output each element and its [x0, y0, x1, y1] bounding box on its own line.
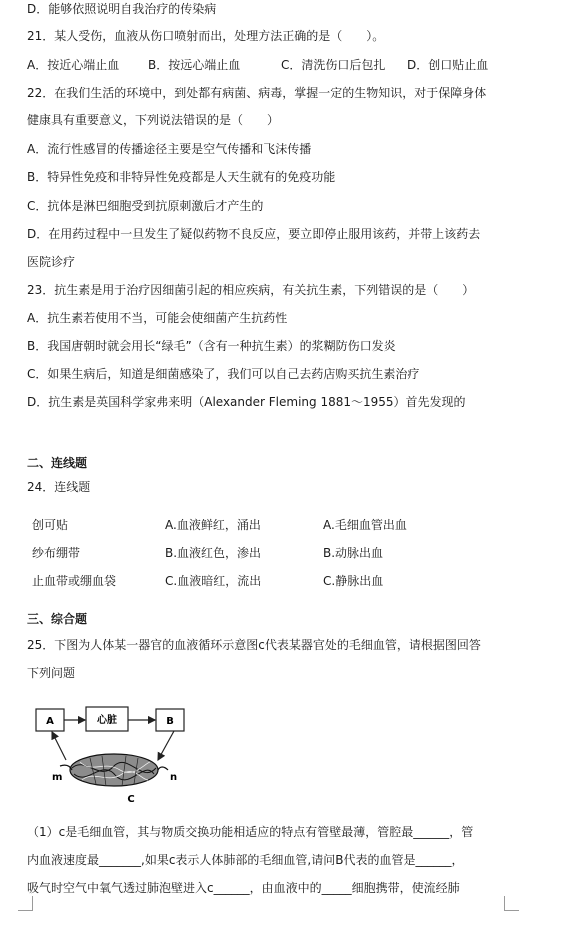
section2-heading: 二、连线题 [27, 456, 88, 470]
label-n: n [170, 772, 178, 783]
match-left-1: 创可贴 [32, 518, 69, 532]
capillary-network [60, 754, 168, 786]
q21-option-c: C．清洗伤口后包扎 [281, 58, 386, 72]
arrow-b-to-capillary [158, 731, 174, 760]
label-c: C [127, 794, 135, 805]
q20-option-d: D．能够依照说明自我治疗的传染病 [27, 2, 217, 16]
q25-sub1-line1: （1）c是毛细血管，其与物质交换功能相适应的特点有管壁最薄，管腔最______，管 [27, 825, 474, 839]
q21-option-a: A．按近心端止血 [27, 58, 120, 72]
q25-sub1-line3: 吸气时空气中氧气透过肺泡壁进入c______，由血液中的_____细胞携带，使流经肺 [27, 881, 460, 895]
crop-mark-left [18, 896, 33, 911]
section3-heading: 三、综合题 [27, 612, 88, 626]
q22-option-c: C．抗体是淋巴细胞受到抗原刺激后才产生的 [27, 199, 264, 213]
q22-option-b: B．特异性免疫和非特异性免疫都是人天生就有的免疫功能 [27, 170, 336, 184]
match-middle-3: C.血液暗红，流出 [165, 574, 262, 588]
q22-option-d-line1: D．在用药过程中一旦发生了疑似药物不良反应，要立即停止服用该药，并带上该药去 [27, 227, 481, 241]
q24-title: 24．连线题 [27, 480, 91, 494]
match-right-1: A.毛细血管出血 [323, 518, 407, 532]
q23-stem: 23．抗生素是用于治疗因细菌引起的相应疾病，有关抗生素，下列错误的是（ ） [27, 283, 475, 297]
q22-option-d-line2: 医院诊疗 [27, 255, 76, 269]
q22-option-a: A．流行性感冒的传播途径主要是空气传播和飞沫传播 [27, 142, 312, 156]
box-heart-label: 心脏 [97, 715, 117, 726]
q23-option-c: C．如果生病后，知道是细菌感染了，我们可以自己去药店购买抗生素治疗 [27, 367, 420, 381]
q23-option-b: B．我国唐朝时就会用长“绿毛”（含有一种抗生素）的浆糊防伤口发炎 [27, 339, 396, 353]
q23-option-d: D．抗生素是英国科学家弗来明（Alexander Fleming 1881～1955）首先发现的 [27, 395, 466, 409]
q25-stem-line1: 25．下图为人体某一器官的血液循环示意图c代表某器官处的毛细血管，请根据图回答 [27, 638, 481, 652]
label-m: m [52, 772, 63, 783]
q21-option-d: D．创口贴止血 [407, 58, 489, 72]
match-right-2: B.动脉出血 [323, 546, 384, 560]
q25-stem-line2: 下列问题 [27, 666, 76, 680]
box-b-label: B [166, 716, 174, 727]
match-middle-2: B.血液红色，渗出 [165, 546, 262, 560]
q22-stem-line2: 健康具有重要意义，下列说法错误的是（ ） [27, 113, 280, 127]
box-a-label: A [46, 716, 54, 727]
match-left-2: 纱布绷带 [32, 546, 81, 560]
q23-option-a: A．抗生素若使用不当，可能会使细菌产生抗药性 [27, 311, 288, 325]
match-middle-1: A.血液鲜红，涌出 [165, 518, 261, 532]
match-right-3: C.静脉出血 [323, 574, 384, 588]
arrow-capillary-to-a [52, 732, 66, 760]
q21-stem: 21．某人受伤，血液从伤口喷射而出，处理方法正确的是（ ）。 [27, 29, 385, 43]
circulation-diagram [30, 700, 200, 810]
q21-option-b: B．按远心端止血 [148, 58, 241, 72]
q25-sub1-line2: 内血液速度最_______,如果c表示人体肺部的毛细血管,请问B代表的血管是______， [27, 853, 464, 867]
match-left-3: 止血带或绷血袋 [32, 574, 117, 588]
crop-mark-right [504, 896, 519, 911]
q22-stem-line1: 22．在我们生活的环境中，到处都有病菌、病毒，掌握一定的生物知识，对于保障身体 [27, 86, 487, 100]
